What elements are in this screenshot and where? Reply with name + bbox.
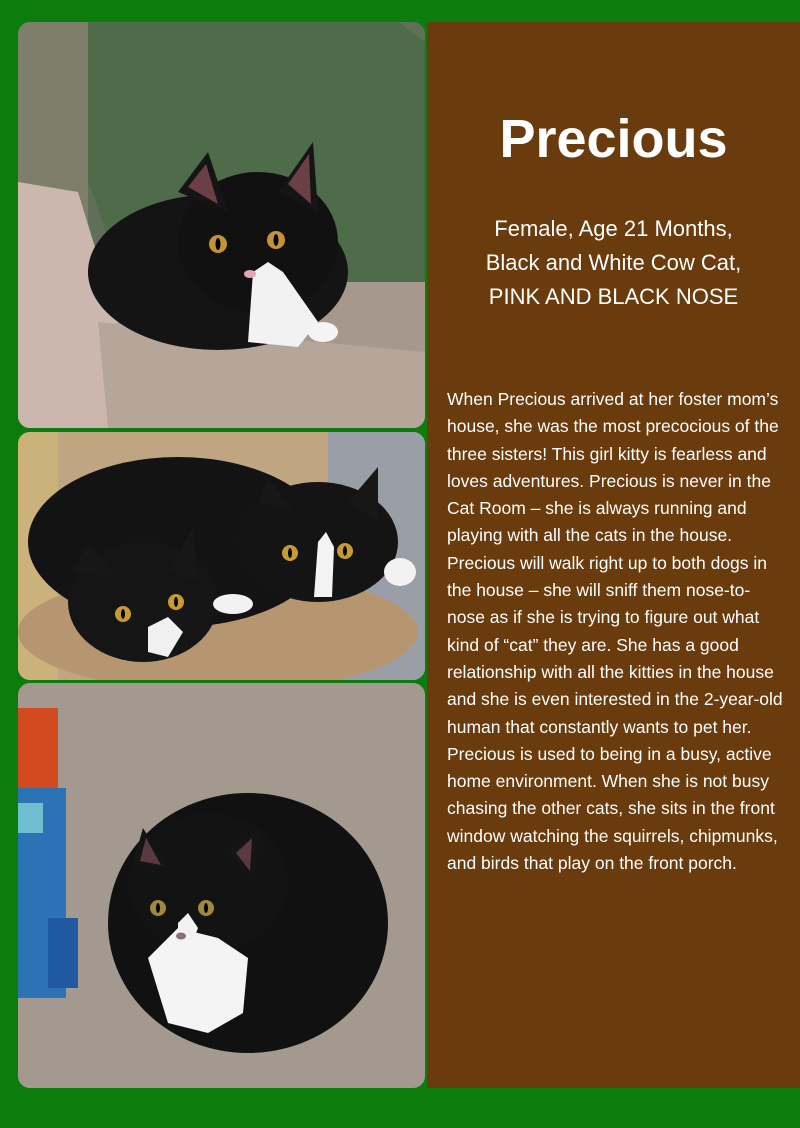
cat-detail-line: PINK AND BLACK NOSE: [488, 284, 739, 309]
cat-name-title: Precious: [499, 109, 728, 169]
cat-loaf-photo: [18, 683, 425, 1088]
cat-details: [427, 212, 800, 314]
two-cats-photo: [18, 432, 425, 680]
cat-detail-line: Black and White Cow Cat,: [485, 250, 742, 275]
info-panel: [427, 22, 800, 1088]
cat-detail-line: Female, Age 21 Months,: [494, 216, 733, 241]
cat-photo-perch: [18, 22, 425, 428]
cat-description: When Precious arrived at her foster mom’s house, she was the most precocious of the three sisters! This girl kitty is fearless and loves adventures. Precious is never in the Cat Room – she is always running and playing with all the cats in the house. Precious will walk right up to both dogs in the house – she will sniff them nose-to-nose as if she is trying to figure out what kind of “cat” they are. She has a good relationship with all the kitties in the house and she is even interested in the 2-year-old human that constantly wants to pet her. Precious is used to being in a busy, active home environment. When she is not busy chasing the other cats, she sits in the front window watching the squirrels, chipmunks, and birds that play on the front porch.: [447, 389, 783, 874]
